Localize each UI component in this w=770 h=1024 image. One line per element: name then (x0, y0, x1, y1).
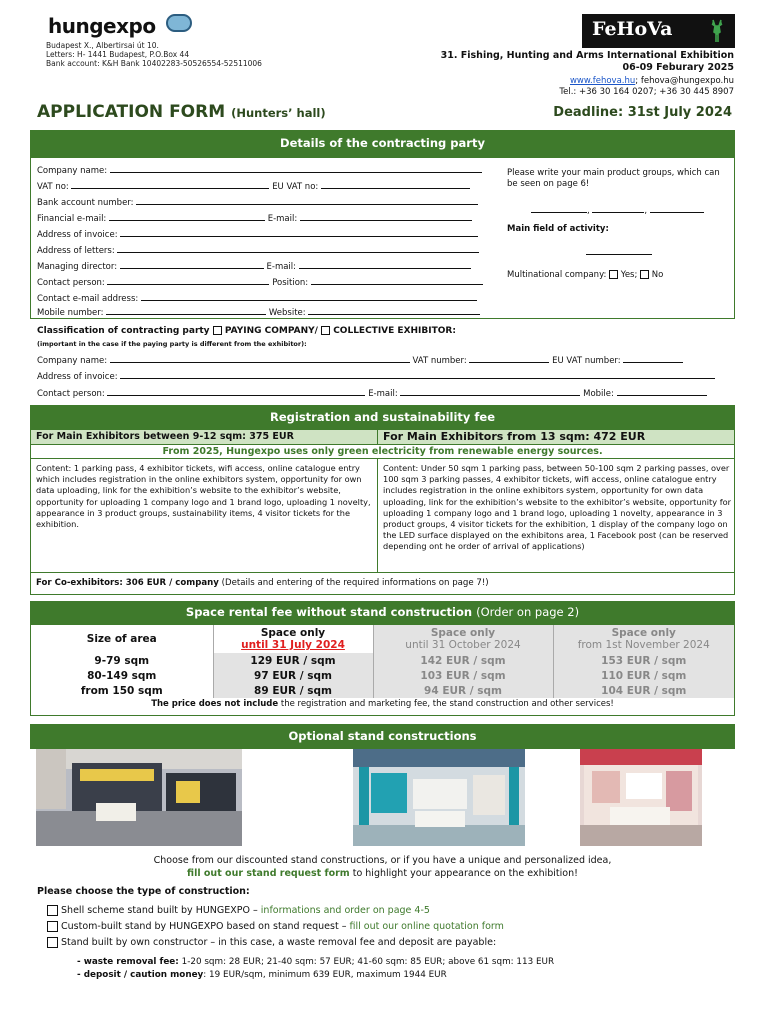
waste-removal-line (77, 957, 554, 967)
option-text: Shell scheme stand built by HUNGEXPO – (61, 905, 261, 916)
space-footnote-bold: The price does not include (151, 699, 279, 709)
paying-company-label: PAYING COMPANY/ (224, 326, 318, 336)
construction-option (47, 937, 496, 948)
paying-contact-person-field[interactable] (107, 387, 365, 396)
price-cell: 129 EUR / sqm (213, 653, 373, 668)
website-link[interactable]: www.fehova.hu (569, 76, 636, 86)
paying-vat-number-field[interactable] (469, 354, 549, 363)
director-email-field[interactable] (299, 260, 471, 269)
main-field-input[interactable] (586, 246, 652, 255)
label-letters-address: Address of letters: (37, 246, 115, 256)
optional-intro-line: Choose from our discounted stand constructions, or if you have a unique and personalized idea, (153, 855, 612, 866)
bank-account-field[interactable] (136, 196, 478, 205)
contact-email: ; fehova@hungexpo.hu (635, 76, 734, 86)
paying-eu-vat-number-field[interactable] (623, 354, 683, 363)
contracting-box: Company name: VAT no: EU VAT no: Bank account number: Financial e-mail: E-mail: Address of invoice: Address of letters: Managing director: E-mail: Contact person: Position: Contact e-mail address: Mobile number: Website: Please write your main product groups, which can be seen on page 6! , , Main field of activity: Multinational company: Yes; No (30, 157, 735, 319)
deposit-line (77, 970, 447, 980)
yes-label: Yes; (620, 270, 638, 280)
col-header-3-line2: from 1st November 2024 (577, 639, 710, 651)
green-electricity-note: From 2025, Hungexpo uses only green electricity from renewable energy sources. (31, 445, 734, 459)
paying-mobile-field[interactable] (617, 387, 707, 396)
address-line: Bank account: K&H Bank 10402283-50526554-52511006 (46, 59, 262, 68)
size-header: Size of area (31, 625, 213, 653)
label-paying-email: E-mail: (368, 389, 398, 399)
label-email: E-mail: (267, 214, 298, 224)
col-header-3 (553, 625, 734, 653)
label-bank-account: Bank account number: (37, 198, 134, 208)
optional-intro (30, 854, 735, 880)
contact-block (559, 76, 734, 98)
coexhibitors-line (36, 578, 489, 588)
form-subtitle: (Hunters’ hall) (231, 106, 326, 120)
contact-tel: Tel.: +36 30 164 0207; +36 30 445 8907 (559, 87, 734, 97)
website-field[interactable] (308, 306, 480, 315)
label-company-name: Company name: (37, 166, 108, 176)
price-cell: 97 EUR / sqm (213, 668, 373, 683)
label-vat-no: VAT no: (37, 182, 69, 192)
space-price-table (31, 625, 734, 698)
multinational-yes-checkbox[interactable] (609, 270, 618, 279)
deposit-label: - deposit / caution money (77, 970, 204, 980)
label-mobile: Mobile number: (37, 308, 104, 318)
main-field-label: Main field of activity: (507, 224, 609, 234)
label-email-2: E-mail: (266, 262, 297, 272)
price-cell: 89 EUR / sqm (213, 683, 373, 698)
col-header-1 (213, 625, 373, 653)
label-vat-number: VAT number: (412, 356, 467, 366)
paying-company-checkbox[interactable] (213, 326, 222, 335)
letters-address-field[interactable] (117, 244, 479, 253)
own-constructor-checkbox[interactable] (47, 937, 58, 948)
exhibition-title: 31. Fishing, Hunting and Arms International Exhibition (440, 50, 734, 61)
exhibition-dates: 06-09 Feburary 2025 (622, 62, 734, 73)
hungexpo-logo-badge-icon (166, 14, 192, 32)
form-title: APPLICATION FORM (37, 102, 226, 122)
multinational-no-checkbox[interactable] (640, 270, 649, 279)
main-exhibitor-small-header: For Main Exhibitors between 9-12 sqm: 375 EUR (31, 430, 378, 445)
product-group-field-1[interactable] (531, 204, 587, 213)
construction-option (47, 921, 504, 932)
col-header-1-line1: Space only (260, 627, 326, 639)
deadline: Deadline: 31st July 2024 (553, 105, 732, 120)
paying-invoice-address-field[interactable] (120, 370, 715, 379)
label-contact-email: Contact e-mail address: (37, 294, 139, 304)
page-title (37, 102, 326, 122)
fehova-logo (582, 14, 735, 48)
deposit-amount: : 19 EUR/sqm, minimum 639 EUR, maximum 1944 EUR (203, 970, 447, 980)
label-paying-company-name: Company name: (37, 356, 108, 366)
contact-email-field[interactable] (141, 292, 477, 301)
label-eu-vat-no: EU VAT no: (272, 182, 319, 192)
large-package-content: Content: Under 50 sqm 1 parking pass, between 50-100 sqm 2 parking passes, over 100 sqm 3 parking passes, 4 exhibitor tickets, wifi access, online catalogue entry includes registration in the online exhibitors system, opportunity for own data uploading, link for the exhibition’s website to the exhibitor’s website, opportunity for uploading 1 company logo and 1 brand logo, uploading 1 novelty, appearance in 3 product groups, 4 visitor tickets for the exhibition, 1 display of the company logo on the LED surface displayed on the exhibitons area, 1 Facebook post (can be reserved depending ont he order of arrival of applications) (383, 463, 731, 552)
space-rental-order-note: (Order on page 2) (476, 605, 580, 619)
contracting-section-header: Details of the contracting party (30, 130, 735, 157)
price-cell: 110 EUR / sqm (553, 668, 734, 683)
financial-email-field[interactable] (109, 212, 265, 221)
waste-removal-fees: 1-20 sqm: 28 EUR; 21-40 sqm: 57 EUR; 41-60 sqm: 85 EUR; above 61 sqm: 113 EUR (178, 957, 555, 967)
paying-company-name-field[interactable] (110, 354, 410, 363)
stand-request-form-link[interactable]: fill out our stand request form (187, 868, 350, 879)
fehova-logo-text: FeHoVa (592, 18, 673, 40)
product-group-field-2[interactable] (592, 204, 644, 213)
size-row-2: 80-149 sqm (31, 668, 213, 683)
label-paying-contact-person: Contact person: (37, 389, 105, 399)
registration-box (30, 429, 735, 595)
contact-person-field[interactable] (107, 276, 269, 285)
price-cell: 104 EUR / sqm (553, 683, 734, 698)
deer-icon (707, 18, 727, 44)
label-financial-email: Financial e-mail: (37, 214, 107, 224)
coexhibitors-price: For Co-exhibitors: 306 EUR / company (36, 578, 219, 588)
shell-scheme-checkbox[interactable] (47, 905, 58, 916)
address-line: Budapest X., Albertirsai út 10. (46, 41, 159, 50)
optional-intro-end: to highlight your appearance on the exhibition! (349, 868, 578, 879)
custom-built-checkbox[interactable] (47, 921, 58, 932)
product-groups-note: Please write your main product groups, which can be seen on page 6! (507, 168, 720, 189)
company-name-field[interactable] (110, 164, 482, 173)
hungexpo-logo: hungexpo (48, 14, 156, 38)
position-field[interactable] (311, 276, 483, 285)
stand-photo-custom-built (353, 749, 525, 846)
option-text: Custom-built stand by HUNGEXPO based on stand request – (61, 921, 350, 932)
col-header-1-line2: until 31 July 2024 (241, 639, 345, 651)
size-row-1: 9-79 sqm (31, 653, 213, 668)
space-footnote (31, 699, 734, 709)
price-cell: 142 EUR / sqm (373, 653, 553, 668)
invoice-address-field[interactable] (120, 228, 478, 237)
price-cell: 94 EUR / sqm (373, 683, 553, 698)
space-footnote-rest: the registration and marketing fee, the stand construction and other services! (278, 699, 614, 709)
space-rental-box (30, 624, 735, 716)
label-eu-vat-number: EU VAT number: (552, 356, 621, 366)
address-block (46, 41, 262, 68)
choose-construction-label: Please choose the type of construction: (37, 886, 250, 897)
col-header-2 (373, 625, 553, 653)
label-contact-person: Contact person: (37, 278, 105, 288)
optional-section-header: Optional stand constructions (30, 724, 735, 749)
paying-email-field[interactable] (400, 387, 580, 396)
eu-vat-no-field[interactable] (321, 180, 470, 189)
collective-exhibitor-label: COLLECTIVE EXHIBITOR: (333, 326, 456, 336)
address-line: Letters: H- 1441 Budapest, P.O.Box 44 (46, 50, 190, 59)
col-header-2-line2: until 31 October 2024 (405, 639, 521, 651)
option-text: Stand built by own constructor – in this case, a waste removal fee and deposit are payable: (61, 937, 497, 948)
stand-photo-own-constructor (580, 749, 702, 846)
small-package-content: Content: 1 parking pass, 4 exhibitor tickets, wifi access, online catalogue entry which includes registration in the online exhibitors system, opportunity for own data uploading, link for the exhibition’s website to the exhibitor’s website, opportunity for uploading 1 company logo and 1 brand logo, uploading 1 novelty, appearance in 3 product groups, sustainability items, 4 visitor tickets for the exhibition. (36, 463, 371, 530)
label-managing-director: Managing director: (37, 262, 118, 272)
shell-scheme-link[interactable]: informations and order on page 4-5 (260, 905, 430, 916)
no-label: No (651, 270, 664, 280)
price-cell: 103 EUR / sqm (373, 668, 553, 683)
classification-note: (important in the case if the paying party is different from the exhibitor): (37, 340, 307, 348)
label-position: Position: (272, 278, 309, 288)
quotation-form-link[interactable]: fill out our online quotation form (349, 921, 504, 932)
label-paying-mobile: Mobile: (583, 389, 614, 399)
label-paying-invoice-address: Address of invoice: (37, 372, 118, 382)
construction-option (47, 905, 430, 916)
product-group-field-3[interactable] (650, 204, 704, 213)
space-rental-section-header (30, 601, 735, 624)
registration-section-header: Registration and sustainability fee (30, 405, 735, 429)
exhibition-title-block (441, 50, 734, 74)
mobile-field[interactable] (106, 306, 266, 315)
size-row-3: from 150 sqm (31, 683, 213, 698)
email-field[interactable] (300, 212, 472, 221)
main-exhibitor-large-header: For Main Exhibitors from 13 sqm: 472 EUR (378, 430, 734, 445)
vat-no-field[interactable] (71, 180, 269, 189)
classification-label: Classification of contracting party (37, 326, 210, 336)
waste-removal-label: - waste removal fee: (77, 957, 179, 967)
label-invoice-address: Address of invoice: (37, 230, 118, 240)
managing-director-field[interactable] (120, 260, 264, 269)
price-cell: 153 EUR / sqm (553, 653, 734, 668)
space-rental-title: Space rental fee without stand construction (185, 605, 473, 619)
label-website: Website: (268, 308, 306, 318)
collective-exhibitor-checkbox[interactable] (321, 326, 330, 335)
col-header-3-line1: Space only (611, 627, 676, 639)
stand-photo-shell-scheme (36, 749, 242, 846)
multinational-label: Multinational company: (507, 270, 607, 280)
col-header-2-line1: Space only (430, 627, 496, 639)
coexhibitors-note: (Details and entering of the required informations on page 7!) (218, 578, 489, 588)
